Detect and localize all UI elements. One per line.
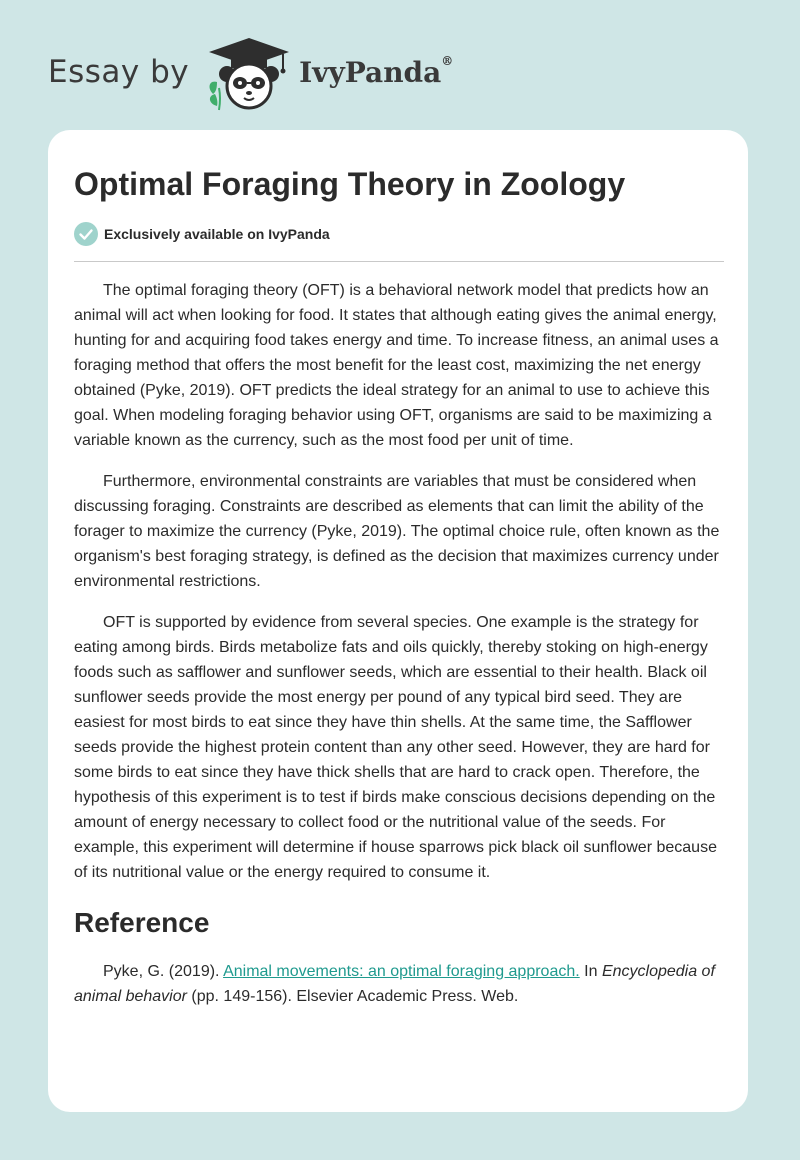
reference-book-title: Encyclopedia of animal behavior: [74, 963, 715, 1005]
site-header: [48, 32, 453, 112]
article-body: [74, 278, 724, 1025]
article-card: [48, 130, 748, 1112]
reference-link[interactable]: Animal movements: an optimal foraging approach.: [223, 963, 580, 980]
reference-entry: [74, 959, 724, 1009]
reference-author: Pyke, G. (2019).: [103, 963, 224, 980]
paragraph: The optimal foraging theory (OFT) is a behavioral network model that predicts how an animal will act when looking for food. It states that although eating gives the animal energy, hunting for and acquiring food takes energy and time. To increase fitness, an animal uses a foraging method that offers the most benefit for the least cost, maximizing the net energy obtained (Pyke, 2019). OFT predicts the ideal strategy for an animal to use to achieve this goal. When modeling foraging behavior using OFT, organisms are said to be maximizing a variable known as the currency, such as the most food per unit of time.: [74, 282, 719, 449]
ivypanda-logo-icon[interactable]: [203, 32, 295, 112]
reference-details: (pp. 149-156). Elsevier Academic Press. Web.: [186, 988, 519, 1005]
check-badge-icon: [74, 222, 98, 246]
brand-name-text: IvyPanda: [299, 55, 442, 89]
paragraph: Furthermore, environmental constraints are variables that must be considered when discussing foraging. Constraints are described as elements that can limit the ability of the forager to maximize the currency (Pyke, 2019). The optimal choice rule, often known as the organism's best foraging strategy, is defined as the decision that maximizes currency under environmental restrictions.: [74, 473, 720, 590]
registered-mark: ®: [441, 53, 454, 68]
title-divider: [74, 261, 724, 262]
brand-name: [299, 53, 454, 89]
essay-by-label: Essay by: [48, 54, 190, 90]
exclusive-badge: [74, 222, 330, 246]
exclusive-label: Exclusively available on IvyPanda: [104, 226, 330, 242]
reference-heading: Reference: [74, 907, 210, 938]
reference-mid: In: [579, 963, 602, 980]
paragraph: OFT is supported by evidence from several species. One example is the strategy for eating among birds. Birds metabolize fats and oils quickly, thereby stoking on high-energy foods such as safflower and sunflower seeds, which are essential to their health. Black oil sunflower seeds provide the most energy per pound of any typical bird seed. They are easiest for most birds to eat since they have thin shells. At the same time, the Safflower seeds provide the highest protein content than any other seed. However, they are hard for some birds to eat since they have thick shells that are hard to crack open. Therefore, the hypothesis of this experiment is to test if birds make conscious decisions depending on the amount of energy necessary to collect food or the nutritional value of the seeds. For example, this experiment will determine if house sparrows pick black oil sunflower because of its nutritional value or the energy required to consume it.: [74, 614, 717, 881]
page-title: Optimal Foraging Theory in Zoology: [74, 166, 626, 202]
